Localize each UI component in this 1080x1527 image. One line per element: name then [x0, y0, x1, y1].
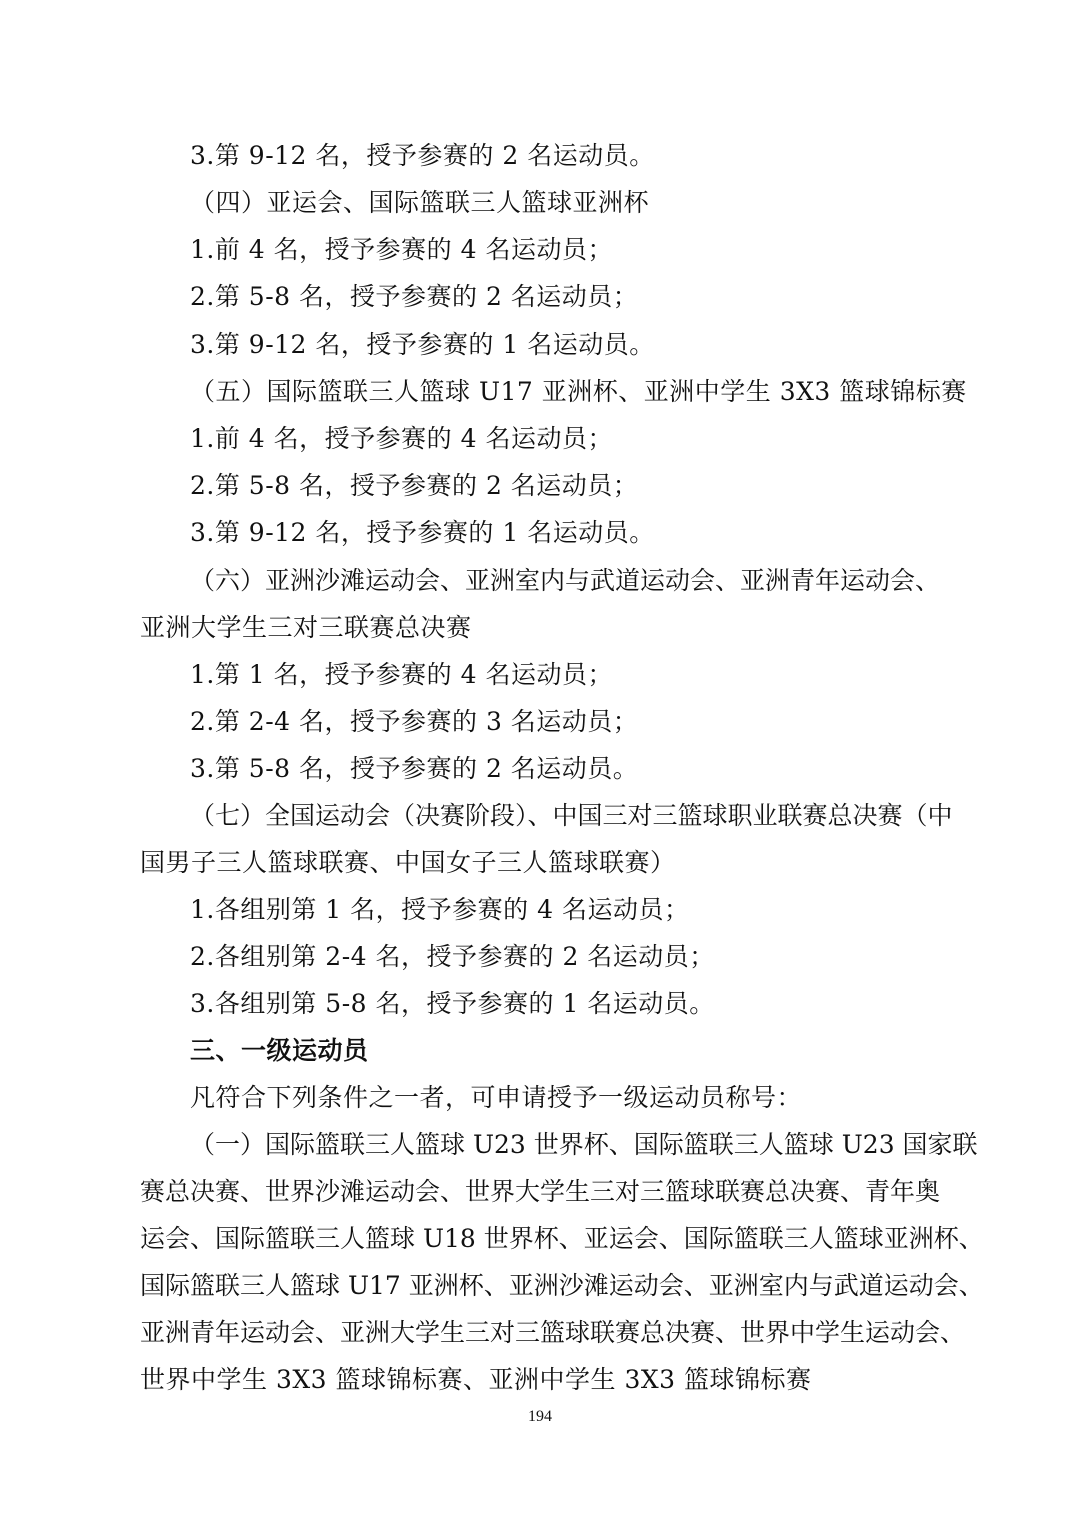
section-heading-5: （五）国际篮联三人篮球 U17 亚洲杯、亚洲中学生 3X3 篮球锦标赛 — [190, 377, 967, 406]
section-heading-6: （六）亚洲沙滩运动会、亚洲室内与武道运动会、亚洲青年运动会、 — [190, 566, 941, 595]
text-line: 3.第 9-12 名，授予参赛的 1 名运动员。 — [190, 330, 655, 359]
text-line: 3.第 9-12 名，授予参赛的 2 名运动员。 — [190, 141, 655, 170]
text-line: 1.前 4 名，授予参赛的 4 名运动员； — [190, 235, 613, 264]
text-line: 运会、国际篮联三人篮球 U18 世界杯、亚运会、国际篮联三人篮球亚洲杯、 — [140, 1224, 984, 1253]
text-line: 2.第 5-8 名，授予参赛的 2 名运动员； — [190, 471, 639, 500]
text-line: 2.第 2-4 名，授予参赛的 3 名运动员； — [190, 707, 639, 736]
text-line: 2.各组别第 2-4 名，授予参赛的 2 名运动员； — [190, 942, 715, 971]
text-line: 3.第 5-8 名，授予参赛的 2 名运动员。 — [190, 754, 639, 783]
subsection-heading-1: （一）国际篮联三人篮球 U23 世界杯、国际篮联三人篮球 U23 国家联 — [190, 1130, 978, 1159]
text-line: 3.第 9-12 名，授予参赛的 1 名运动员。 — [190, 518, 655, 547]
text-line: 3.各组别第 5-8 名，授予参赛的 1 名运动员。 — [190, 989, 715, 1018]
text-line: 1.各组别第 1 名，授予参赛的 4 名运动员； — [190, 895, 690, 924]
text-line: 2.第 5-8 名，授予参赛的 2 名运动员； — [190, 282, 639, 311]
text-line: 赛总决赛、世界沙滩运动会、世界大学生三对三篮球联赛总决赛、青年奥 — [140, 1177, 941, 1206]
text-line: 国际篮联三人篮球 U17 亚洲杯、亚洲沙滩运动会、亚洲室内与武道运动会、 — [140, 1271, 984, 1300]
text-line: 1.前 4 名，授予参赛的 4 名运动员； — [190, 424, 613, 453]
text-line: 世界中学生 3X3 篮球锦标赛、亚洲中学生 3X3 篮球锦标赛 — [140, 1365, 812, 1394]
text-line: 亚洲大学生三对三联赛总决赛 — [140, 613, 472, 642]
text-line: 凡符合下列条件之一者，可申请授予一级运动员称号： — [190, 1083, 803, 1112]
section-heading-4: （四）亚运会、国际篮联三人篮球亚洲杯 — [190, 188, 650, 217]
text-line: 国男子三人篮球联赛、中国女子三人篮球联赛） — [140, 848, 676, 877]
section-heading-7: （七）全国运动会（决赛阶段）、中国三对三篮球职业联赛总决赛（中 — [190, 801, 953, 830]
text-line: 1.第 1 名，授予参赛的 4 名运动员； — [190, 660, 613, 689]
page-number: 194 — [528, 1408, 552, 1425]
section-title-level-1: 三、一级运动员 — [190, 1036, 369, 1065]
text-line: 亚洲青年运动会、亚洲大学生三对三篮球联赛总决赛、世界中学生运动会、 — [140, 1318, 966, 1347]
